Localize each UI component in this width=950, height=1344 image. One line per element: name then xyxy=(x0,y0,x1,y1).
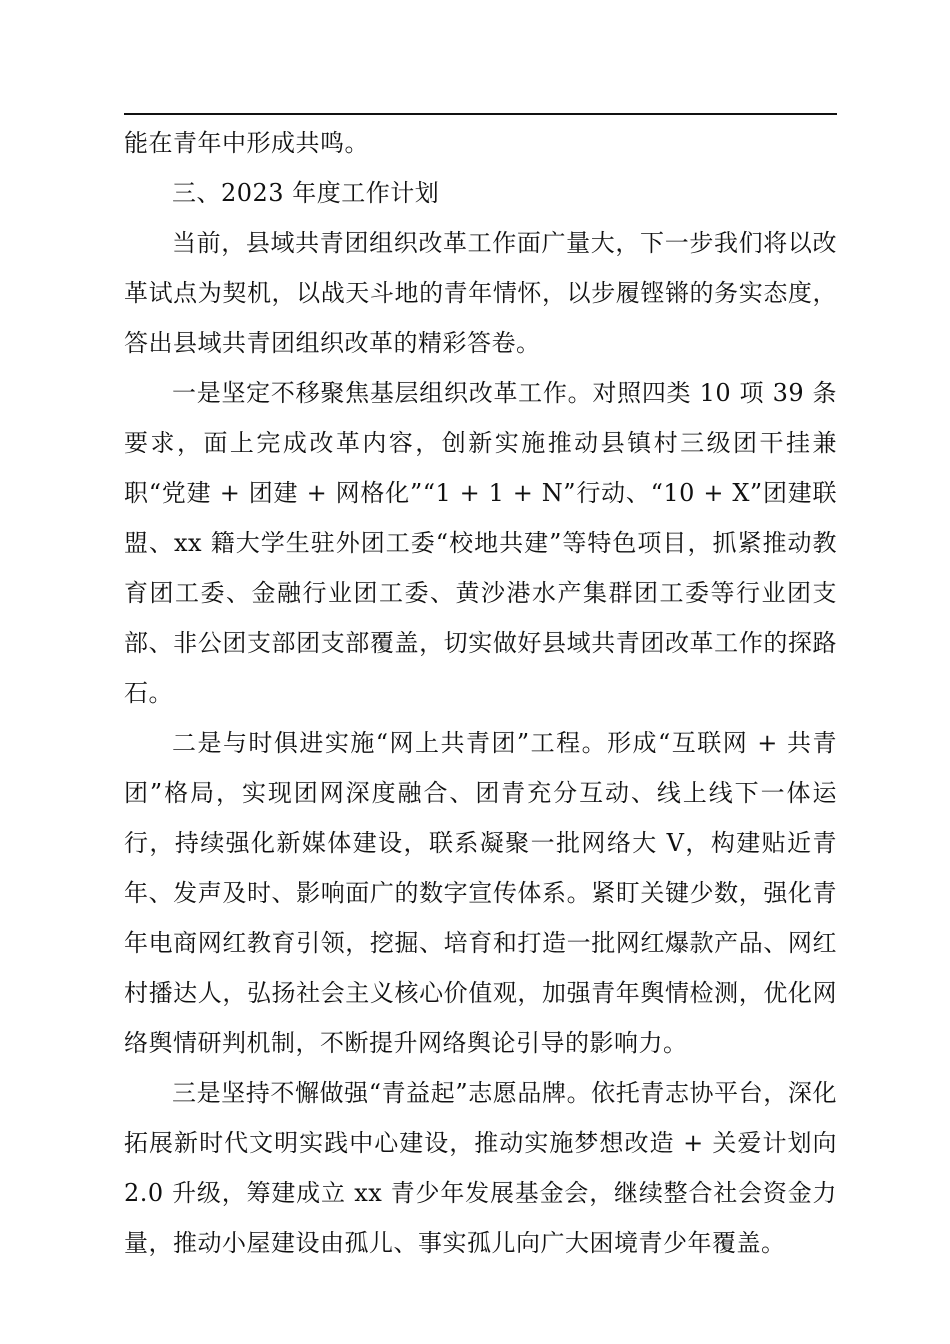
paragraph-item-2: 二是与时俱进实施“网上共青团”工程。形成“互联网 + 共青团”格局，实现团网深度融合、团青充分互动、线上线下一体运行，持续强化新媒体建设，联系凝聚一批网络大 V，构建贴近青年、发声及时、影响面广的数字宣传体系。紧盯关键少数，强化青年电商网红教育引领，挖掘、培育和打造一批网红爆款产品、网红村播达人，弘扬社会主义核心价值观，加强青年舆情检测，优化网络舆情研判机制，不断提升网络舆论引导的影响力。 xyxy=(124,729,837,1057)
header-rule xyxy=(124,113,837,115)
section-heading: 三、2023 年度工作计划 xyxy=(172,179,440,207)
document-body xyxy=(124,118,837,1268)
paragraph-intro: 当前，县域共青团组织改革工作面广量大，下一步我们将以改革试点为契机，以战天斗地的青年情怀，以步履铿锵的务实态度，答出县域共青团组织改革的精彩答卷。 xyxy=(124,229,837,357)
paragraph-item-1: 一是坚定不移聚焦基层组织改革工作。对照四类 10 项 39 条要求，面上完成改革内容，创新实施推动县镇村三级团干挂兼职“党建 + 团建 + 网格化”“1 + 1 + N”行动、“10 + X”团建联盟、xx 籍大学生驻外团工委“校地共建”等特色项目，抓紧推动教育团工委、金融行业团工委、黄沙港水产集群团工委等行业团支部、非公团支部团支部覆盖，切实做好县域共青团改革工作的探路石。 xyxy=(124,379,837,707)
continuation-line: 能在青年中形成共鸣。 xyxy=(124,129,369,157)
paragraph-item-3: 三是坚持不懈做强“青益起”志愿品牌。依托青志协平台，深化拓展新时代文明实践中心建设，推动实施梦想改造 + 关爱计划向 2.0 升级，筹建成立 xx 青少年发展基金会，继续整合社会资金力量，推动小屋建设由孤儿、事实孤儿向广大困境青少年覆盖。 xyxy=(124,1079,837,1257)
